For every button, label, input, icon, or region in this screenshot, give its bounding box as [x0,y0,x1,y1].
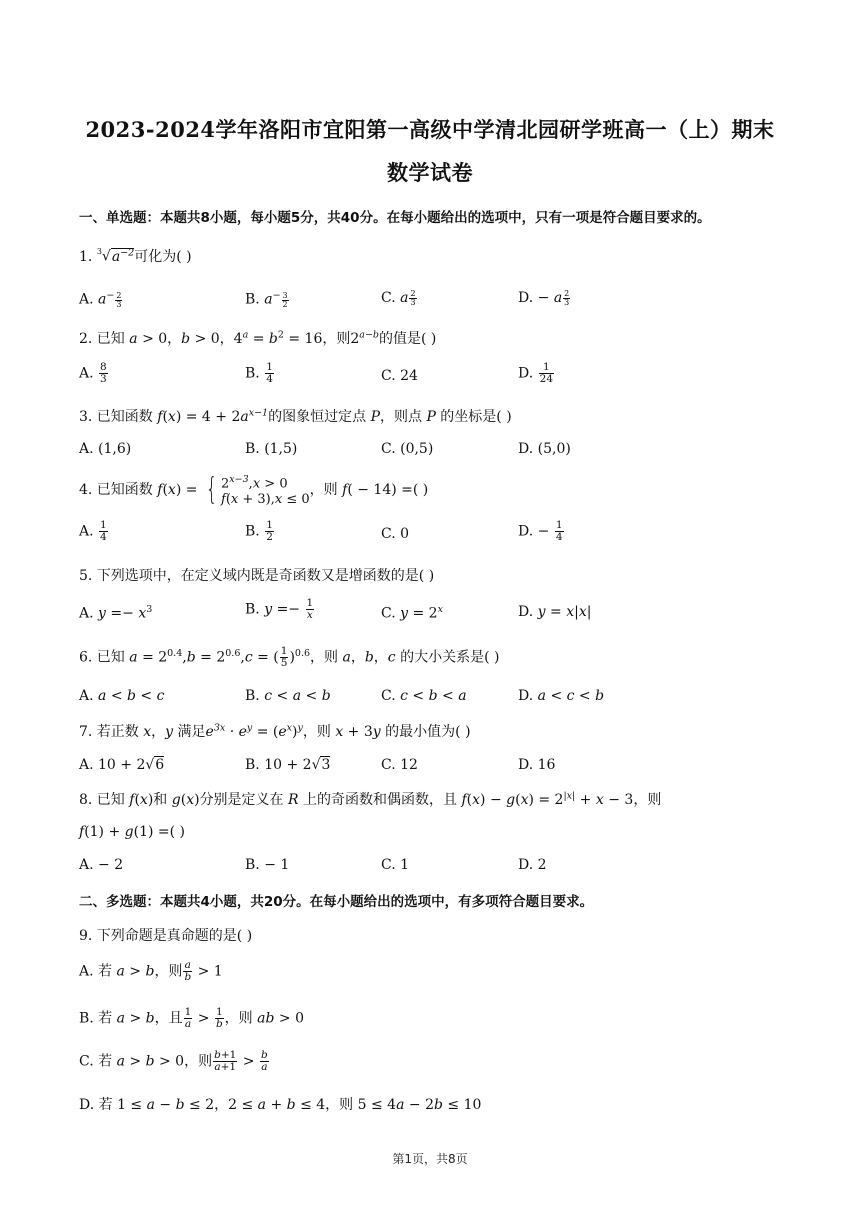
section-multi-choice: 二、多选题：本题共4小题，共20分。在每小题给出的选项中，有多项符合题目要求。 [79,894,594,910]
q2-option-d: D. $\frac{1}{24}$ [518,361,554,385]
exam-title-line1: 2023-2024学年洛阳市宜阳第一高级中学清北园研学班高一（上）期末 [85,117,775,142]
q7-option-c: C. 12 [381,757,418,773]
question-8-line2: f(1) + g(1) =( ) [79,824,186,840]
q9-option-b: B. 若 a > b，且 $\frac{1}{a}$ > $\frac{1}{b}$ ，则 ab > 0 [79,1006,304,1030]
q7-option-b: B. 10 + 2√3 [245,757,331,773]
q8-option-a: A. − 2 [79,857,124,873]
q9-option-c: C. 若 a > b > 0，则 $\frac{b+1}{a+1}$ > $\frac{b}{a}$ [79,1049,268,1073]
q2-option-b: B. $\frac{1}{4}$ [245,361,273,385]
question-3: 3. 已知函数 $f(x) = 4 + 2a^{x-1}$的图象恒过定点 P，则点 P 的坐标是( ) [79,407,512,425]
q3-option-b: B. (1,5) [245,441,298,457]
q3-option-d: D. (5,0) [518,441,571,457]
question-1: 1. $^3√a^{-2}$可化为( ) [79,247,192,265]
q5-option-b: B. y =− $\frac{1}{x}$ [245,597,314,621]
q6-option-b: B. c < a < b [245,688,331,704]
q8-option-d: D. 2 [518,857,547,873]
q8-option-b: B. − 1 [245,857,290,873]
q8-option-c: C. 1 [381,857,410,873]
q5-option-a: A. $y =- x^3$ [79,604,153,622]
q4-option-b: B. $\frac{1}{2}$ [245,519,273,543]
question-5: 5. 下列选项中，在定义域内既是奇函数又是增函数的是( ) [79,568,435,584]
q3-option-c: C. (0,5) [381,441,434,457]
q2-option-c: C. 24 [381,368,418,384]
q6-option-c: C. c < b < a [381,688,467,704]
q6-option-a: A. a < b < c [79,688,165,704]
q1-option-d: D. − a $\frac{2}{3}$ [518,289,570,308]
q1-option-a: A. a− $\frac{2}{3}$ [79,290,122,309]
q9-option-a: A. 若 a > b，则 $\frac{a}{b}$ > 1 [79,959,223,983]
q6-option-d: D. a < c < b [518,688,605,704]
question-7: 7. 若正数 x，y 满足$e^{3x} \cdot e^y = (e^x)^y$，则 x + 3y 的最小值为( ) [79,722,471,740]
question-8-line1: 8. 已知 f(x)和 g(x)分别是定义在 R 上的奇函数和偶函数，且 $f(x) - g(x) = 2^{|x|} + x - 3$，则 [79,790,662,808]
question-4: 4. 已知函数 f(x) = { $2^{x-3},x > 0$ f(x + 3),x ≤ 0 ，则 f( − 14) =( ) [79,472,429,508]
section-single-choice: 一、单选题：本题共8小题，每小题5分，共40分。在每小题给出的选项中，只有一项是符合题目要求的。 [79,210,711,226]
q5-option-c: C. $y = 2^x$ [381,604,443,622]
q3-option-a: A. (1,6) [79,441,132,457]
q5-option-d: D. y = x|x| [518,604,592,620]
q2-option-a: A. $\frac{8}{3}$ [79,361,107,385]
page-footer: 第1页，共8页 [392,1152,468,1166]
q4-option-c: C. 0 [381,526,410,542]
question-9: 9. 下列命题是真命题的是( ) [79,928,253,944]
q1-option-c: C. a $\frac{2}{3}$ [381,289,416,308]
q4-option-d: D. − $\frac{1}{4}$ [518,519,563,543]
q1-option-b: B. a− $\frac{3}{2}$ [245,290,288,309]
q4-option-a: A. $\frac{1}{4}$ [79,519,107,543]
exam-title-line2: 数学试卷 [387,160,473,185]
q7-option-a: A. 10 + 2√6 [79,757,165,773]
question-6: 6. 已知 $a = 2^{0.4},b = 2^{0.6},c$ = ( $\frac{1}{5}$ )$^{0.6}$，则 a，b，c 的大小关系是( ) [79,645,500,669]
q7-option-d: D. 16 [518,757,556,773]
question-2: 2. 已知 a > 0，b > 0，$4^a = b^2 = 16$，则$2^{a-b}$的值是( ) [79,329,437,347]
q9-option-d: D. 若 1 ≤ a − b ≤ 2，2 ≤ a + b ≤ 4，则 5 ≤ 4a − 2b ≤ 10 [79,1097,482,1113]
